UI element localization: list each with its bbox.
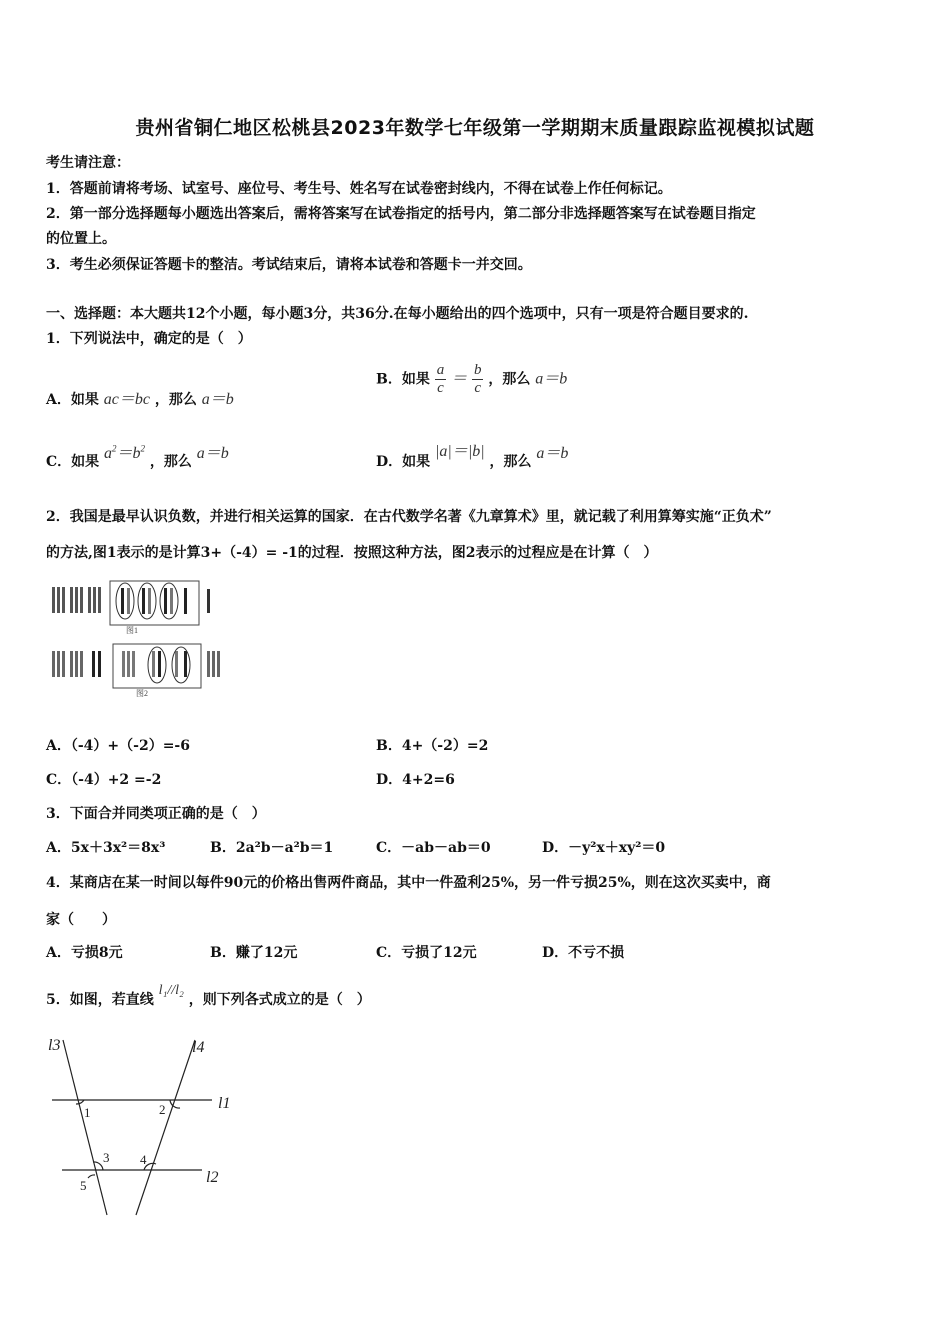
q1-a-then: ，那么: [154, 392, 197, 408]
q2-option-d: D．4+2=6: [376, 772, 455, 788]
q4-option-c: C．亏损了12元: [376, 945, 477, 961]
q1-option-b: [376, 362, 567, 397]
angle-3: 3: [103, 1150, 110, 1165]
q3-stem: 3．下面合并同类项正确的是（ ）: [46, 806, 266, 822]
q1-b-fraction-right: [472, 362, 484, 397]
angle-4: 4: [140, 1152, 147, 1167]
q4-stem-line2: 家（ ）: [46, 912, 116, 928]
q1-c-label: C．如果: [46, 454, 100, 470]
q2-stem-line2: 的方法,图1表示的是计算3+（-4）= -1的过程．按照这种方法，图2表示的过程应是在计算（ ）: [46, 545, 658, 561]
q5-stem-post: ，则下列各式成立的是（ ）: [188, 992, 371, 1008]
label-l4: l4: [192, 1039, 205, 1056]
q5-stem: [46, 983, 371, 1009]
notice-item-2-cont: 的位置上。: [46, 231, 116, 247]
angle-5: 5: [80, 1178, 87, 1193]
q1-a-label: A．如果: [46, 392, 99, 408]
notice-item-2: 2．第一部分选择题每小题选出答案后，需将答案写在试卷指定的括号内，第二部分非选择题答案写在试卷题目指定: [46, 206, 756, 222]
q1-option-d: [376, 443, 569, 471]
q1-d-result: a＝b: [536, 445, 569, 462]
notice-heading: 考生请注意：: [46, 155, 130, 171]
q2-stem-line1: 2．我国是最早认识负数，并进行相关运算的国家．在古代数学名著《九章算术》里，就记载了利用算筹实施“正负术”: [46, 509, 772, 525]
section-heading: 一、选择题：本大题共12个小题，每小题3分，共36分.在每小题给出的四个选项中，只有一项是符合题目要求的.: [46, 306, 749, 322]
q1-d-condition: |a|＝|b|: [435, 443, 485, 460]
q1-c-then: ，那么: [149, 454, 192, 470]
figure-1-caption: 图1: [126, 626, 138, 635]
q1-a-result: a＝b: [201, 391, 234, 408]
q1-option-c: [46, 443, 229, 471]
q3-option-a: A．5x＋3x²＝8x³: [46, 840, 166, 856]
angle-2: 2: [159, 1102, 166, 1117]
q1-b-num1: a: [436, 362, 445, 378]
q1-b-num2: b: [473, 362, 482, 378]
q1-c-base-a: a: [104, 445, 113, 462]
page-title: 贵州省铜仁地区松桃县2023年数学七年级第一学期期末质量跟踪监视模拟试题: [135, 117, 815, 139]
label-l3: l3: [48, 1037, 61, 1054]
line-l4: [136, 1040, 195, 1215]
q3-option-b: B．2a²b－a²b＝1: [210, 840, 334, 856]
q3-option-c: C．－ab－ab＝0: [376, 840, 491, 856]
figure-2-caption: 图2: [136, 689, 148, 698]
q4-option-b: B．赚了12元: [210, 945, 298, 961]
q2-option-b: B．4+（-2）=2: [376, 738, 489, 754]
q1-b-result: a＝b: [535, 370, 568, 388]
figure-2: [52, 644, 220, 698]
parallel-lines-figure: [40, 1028, 250, 1223]
q5-stem-pre: 5．如图，若直线: [46, 992, 154, 1008]
q2-option-c: C．（-4）+2 =-2: [46, 772, 162, 788]
label-l1: l1: [218, 1095, 231, 1112]
q1-b-fraction-left: [435, 362, 447, 397]
figure-1: [52, 581, 210, 635]
q4-option-d: D．不亏不损: [542, 945, 625, 961]
q1-c-result: a＝b: [196, 445, 229, 462]
q1-c-condition: [104, 445, 145, 462]
q4-option-a: A．亏损8元: [46, 945, 123, 961]
q4-stem-line1: 4．某商店在某一时间以每件90元的价格出售两件商品，其中一件盈利25%，另一件亏损25%，则在这次买卖中，商: [46, 875, 771, 891]
q1-b-equals: ＝: [451, 370, 468, 388]
notice-item-3: 3．考生必须保证答题卡的整洁。考试结束后，请将本试卷和答题卡一并交回。: [46, 257, 532, 273]
q1-b-den1: c: [437, 380, 444, 396]
q1-b-den2: c: [474, 380, 482, 396]
q1-c-exp1: 2: [112, 443, 117, 454]
q1-a-condition: ac＝bc: [103, 391, 150, 408]
q5-stem-math: l₁//l₂: [158, 983, 184, 998]
counting-rods-figures: [44, 574, 234, 704]
q1-d-then: ，那么: [489, 454, 532, 470]
q3-option-d: D．－y²x＋xy²＝0: [542, 840, 666, 856]
q1-option-a: [46, 386, 234, 409]
q1-b-then: ，那么: [488, 371, 531, 388]
notice-item-1: 1．答题前请将考场、试室号、座位号、考生号、姓名写在试卷密封线内，不得在试卷上作任何标记。: [46, 181, 672, 197]
q1-c-eq-b: ＝b: [116, 445, 141, 462]
q1-d-label: D．如果: [376, 454, 431, 470]
q1-b-label: B．如果: [376, 371, 430, 388]
label-l2: l2: [206, 1169, 219, 1186]
q1-c-exp2: 2: [140, 443, 146, 454]
q1-stem: 1．下列说法中，确定的是（ ）: [46, 331, 252, 347]
q2-option-a: A．（-4）+（-2）=-6: [46, 738, 190, 754]
angle-1: 1: [84, 1105, 91, 1120]
